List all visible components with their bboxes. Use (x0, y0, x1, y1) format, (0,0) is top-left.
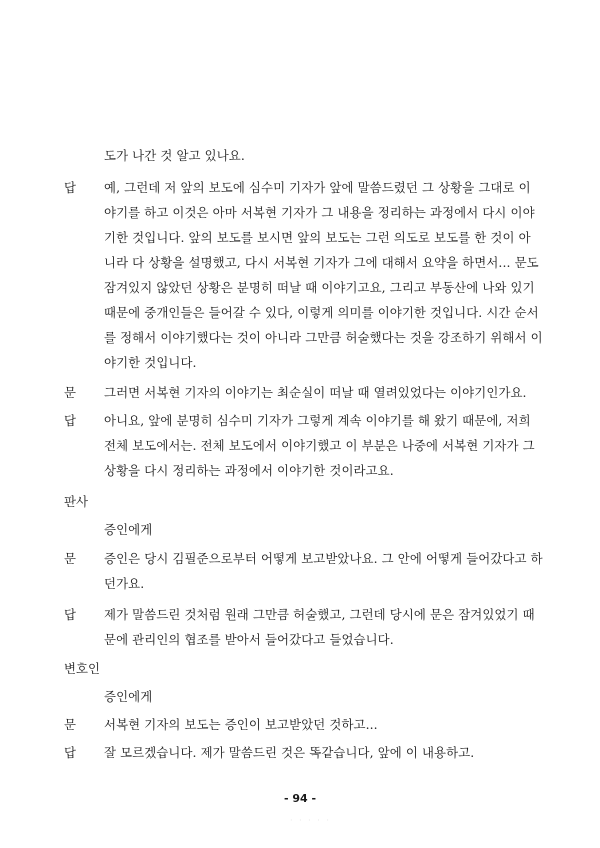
question-label: 문 (64, 551, 76, 566)
text-line: 야기한 것입니다. (104, 355, 197, 370)
text-line: 증인은 당시 김필준으로부터 어떻게 보고받았나요. 그 안에 어떻게 들어갔다고 하 (104, 551, 543, 566)
text-line: 때문에 중개인들은 들어갈 수 있다, 이렇게 의미를 이야기한 것입니다. 시간 순서 (104, 305, 539, 320)
text-line: 제가 말씀드린 것처럼 원래 그만큼 허술했고, 그런데 당시에 문은 잠겨있었기 때 (104, 607, 535, 622)
text-line: 증인에게 (104, 522, 153, 537)
text-line: 문에 관리인의 협조를 받아서 들어갔다고 들었습니다. (104, 632, 394, 647)
faint-stamp-mark: · · · · · (290, 816, 331, 825)
text-line: 기한 것입니다. 앞의 보도를 보시면 앞의 보도는 그런 의도로 보도를 한 것이 아 (104, 230, 531, 245)
text-line: 예, 그런데 저 앞의 보도에 심수미 기자가 앞에 말씀드렸던 그 상황을 그대로 이 (104, 180, 531, 195)
question-label: 문 (64, 717, 76, 732)
text-line: 잠겨있지 않았던 상황은 분명히 떠날 때 이야기고요, 그리고 부동산에 나와 있기 (104, 280, 535, 295)
answer-label: 답 (64, 745, 76, 760)
text-line: 를 정해서 이야기했다는 것이 아니라 그만큼 허술했다는 것을 강조하기 위해서 이 (104, 330, 543, 345)
text-line: 니라 다 상황을 설명했고, 다시 서복현 기자가 그에 대해서 요약을 하면서... 문도 (104, 255, 539, 270)
text-line: 증인에게 (104, 689, 153, 704)
text-line: 잘 모르겠습니다. 제가 말씀드린 것은 똑같습니다, 앞에 이 내용하고. (104, 745, 475, 760)
question-label: 문 (64, 385, 76, 400)
text-line: 상황을 다시 정리하는 과정에서 이야기한 것이라고요. (104, 463, 394, 478)
text-line: 야기를 하고 이것은 아마 서복현 기자가 그 내용을 정리하는 과정에서 다시 이야 (104, 205, 535, 220)
answer-label: 답 (64, 413, 76, 428)
text-line: 도가 나간 것 알고 있나요. (104, 148, 245, 163)
text-line: 그러면 서복현 기자의 이야기는 최순실이 떠날 때 열려있었다는 이야기인가요. (104, 385, 527, 400)
section-heading-defense: 변호인 (64, 661, 100, 676)
text-line: 서복현 기자의 보도는 증인이 보고받았던 것하고... (104, 717, 378, 732)
page-number: - 94 - (283, 792, 317, 805)
section-heading-judge: 판사 (64, 494, 88, 509)
answer-label: 답 (64, 180, 76, 195)
text-line: 아니요, 앞에 분명히 심수미 기자가 그렇게 계속 이야기를 해 왔기 때문에, 저희 (104, 413, 531, 428)
text-line: 던가요. (104, 576, 145, 591)
text-line: 전체 보도에서는. 전체 보도에서 이야기했고 이 부분은 나중에 서복현 기자가 그 (104, 438, 535, 453)
answer-label: 답 (64, 607, 76, 622)
